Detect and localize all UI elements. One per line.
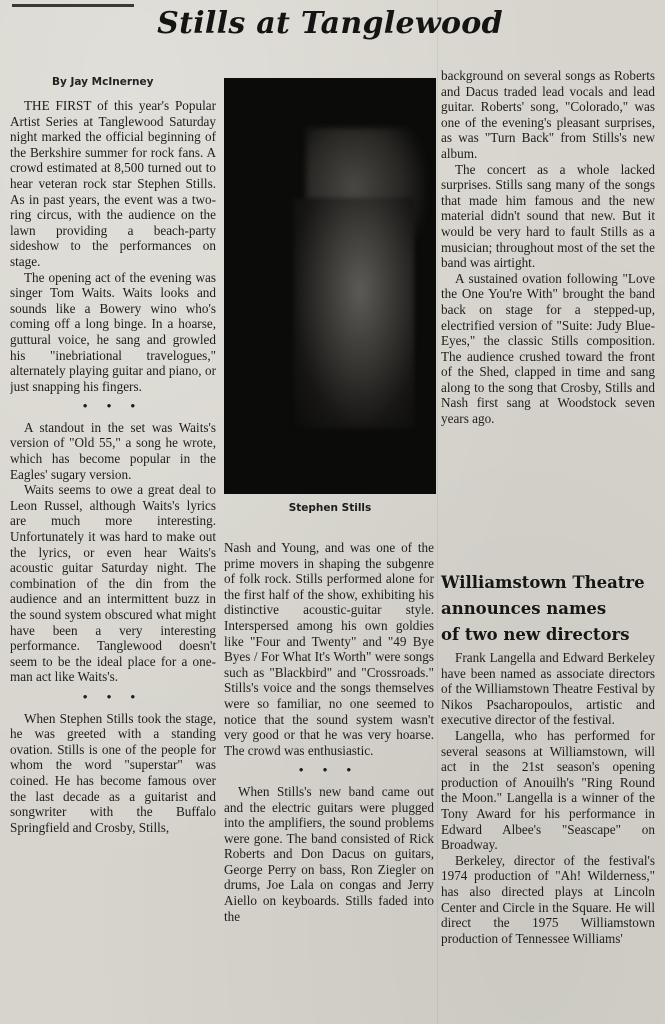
photo-face-shading	[294, 198, 414, 428]
paragraph: Berkeley, director of the festival's 1974 production of "Ah! Wilderness," has also directed plays at Lincoln Center and Circle in the Square. He will direct the 1975 Williamstown production of Tennessee Williams'	[441, 852, 655, 946]
paragraph: Langella, who has performed for several seasons at Williamstown, will act in the 21st season's opening production of Anouilh's "Ring Round the Moon." Langella is a winner of the Tony Award for his performance in Edward Albee's "Seascape" on Broadway.	[441, 727, 655, 853]
column-fold	[437, 0, 438, 1024]
paragraph: Waits seems to owe a great deal to Leon Russel, although Waits's lyrics are much more interesting. Unfortunately it was hard to make out the lyrics, or even hear Waits's acoustic guitar Saturday night. The combination of the din from the audience and an intermittent buzz in the sound system obscured what might have been a very interesting performance. Tanglewood doesn't seem to be the ideal place for a one-man act like Waits's.	[10, 482, 216, 685]
article-title: Stills at Tanglewood	[157, 6, 503, 41]
headline-line: of two new directors	[441, 625, 630, 644]
paragraph: A standout in the set was Waits's version of "Old 55," a song he wrote, which has become popular in the Eagles' sugary version.	[10, 419, 216, 482]
paragraph: Frank Langella and Edward Berkeley have been named as associate directors of the Williamstown Theatre Festival by Nikos Psacharopoulos, artistic and executive director of the festival.	[441, 650, 655, 728]
paragraph: The concert as a whole lacked surprises. Stills sang many of the songs that made him famous and the new material didn't sound that new. But it would be very hard to fault Stills as a musician; throughout most of the set the band was airtight.	[441, 161, 655, 271]
paragraph: THE FIRST of this year's Popular Artist Series at Tanglewood Saturday night marked the official beginning of the Berkshire summer for rock fans. A crowd estimated at 8,500 turned out to hear veteran rock star Stephen Stills. As in past years, the event was a two-ring circus, with the audience on the lawn providing a beach-party sideshow to the performances on stage.	[10, 98, 216, 269]
paragraph: When Stills's new band came out and the electric guitars were plugged into the amplifiers, the sound problems were gone. The band consisted of Rick Roberts and Don Dacus on guitars, George Perry on bass, Ron Ziegler on drums, Joe Lala on congas and Jerry Aiello on keyboards. Stills faded into the	[224, 783, 434, 924]
column-3	[441, 68, 655, 546]
section-separator: • • •	[82, 398, 144, 414]
paragraph: The opening act of the evening was singer Tom Waits. Waits looks and sounds like a Bowery wino who's coming off a long binge. In a hoarse, guttural voice, he sang and growled his "inebriational travelogues," alternately playing guitar and piano, or just snapping his fingers.	[10, 269, 216, 394]
stephen-stills-photo	[224, 78, 436, 494]
sidebar-body	[441, 650, 655, 1024]
section-rule	[12, 4, 134, 7]
paragraph: Nash and Young, and was one of the prime movers in shaping the subgenre of folk rock. Stills performed alone for the first half of the show, exhibiting his distinctive acoustic-guitar style. Interspersed among his own goldies like "Four and Twenty" and "49 Bye Byes / For What It's Worth" were songs such as "Blackbird" and "Crossroads." Stills's voice and the songs themselves were so familiar, no one seemed to notice that the sound system wasn't very good or that he was very hoarse. The crowd was enthusiastic.	[224, 540, 434, 758]
article-byline: By Jay McInerney	[52, 76, 154, 88]
headline-line: announces names	[441, 599, 607, 618]
sidebar-headline	[441, 570, 663, 648]
column-2	[224, 540, 434, 1024]
column-1	[10, 98, 216, 1024]
photo-caption: Stephen Stills	[288, 502, 372, 514]
section-separator: • • •	[82, 688, 144, 704]
paragraph: A sustained ovation following "Love the One You're With" brought the band back on stage for a stepped-up, electrified version of "Suite: Judy Blue-Eyes," the classic Stills composition. The audience crushed toward the front of the Shed, clapped in time and sang along to the song that Crosby, Stills and Nash first sang at Woodstock seven years ago.	[441, 270, 655, 427]
paragraph: When Stephen Stills took the stage, he was greeted with a standing ovation. Stills is one of the people for whom the word "superstar" was coined. He has become famous over the last decade as a guitarist and songwriter with the Buffalo Springfield and Crosby, Stills,	[10, 710, 216, 835]
paragraph: background on several songs as Roberts and Dacus traded lead vocals and lead guitar. Roberts' song, "Colorado," was one of the evening's pleasant surprises, as was "Turn Back" from Stills's new album.	[441, 68, 655, 161]
section-separator: • • •	[298, 762, 360, 778]
headline-line: Williamstown Theatre	[441, 573, 645, 592]
